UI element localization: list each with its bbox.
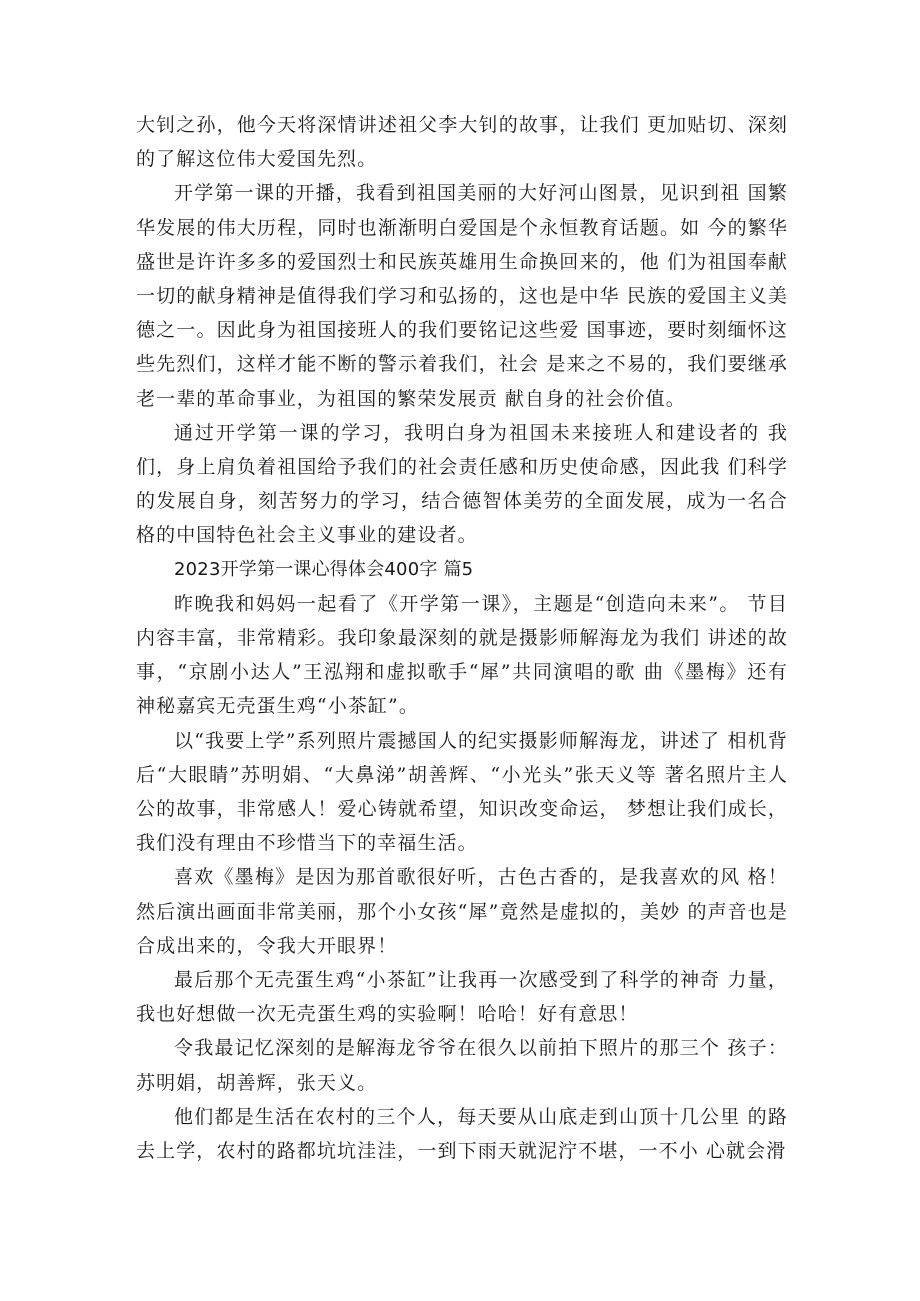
paragraph: 他们都是生活在农村的三个人，每天要从山底走到山顶十几公里 的路去上学，农村的路都坑坑洼洼，一到下雨天就泥泞不堪，一不小 心就会滑 <box>136 1105 788 1163</box>
paragraph: 最后那个无壳蛋生鸡“小茶缸”让我再一次感受到了科学的神奇 力量，我也好想做一次无壳蛋生鸡的实验啊！哈哈！好有意思！ <box>136 969 788 1026</box>
paragraph: 以“我要上学”系列照片震撼国人的纪实摄影师解海龙，讲述了 相机背后“大眼睛”苏明娟、“大鼻涕”胡善辉、“小光头”张天义等 著名照片主人公的故事，非常感人！爱心铸就希望，知识改变命运， 梦想让我们成长，我们没有理由不珍惜当下的幸福生活。 <box>136 729 788 855</box>
paragraph: 喜欢《墨梅》是因为那首歌很好听，古色古香的，是我喜欢的风 格！然后演出画面非常美丽，那个小女孩“犀”竟然是虚拟的，美妙 的声音也是合成出来的，令我大开眼界！ <box>136 866 788 957</box>
paragraph: 令我最记忆深刻的是解海龙爷爷在很久以前拍下照片的那三个 孩子：苏明娟，胡善辉，张天义。 <box>136 1037 788 1094</box>
paragraph: 昨晚我和妈妈一起看了《开学第一课》，主题是“创造向未来”。 节目内容丰富，非常精彩。我印象最深刻的就是摄影师解海龙为我们 讲述的故事，“京剧小达人”王泓翔和虚拟歌手“犀”共同演唱的歌 曲《墨梅》还有神秘嘉宾无壳蛋生鸡“小茶缸”。 <box>136 592 788 718</box>
paragraph: 大钊之孙，他今天将深情讲述祖父李大钊的故事，让我们 更加贴切、深刻的了解这位伟大爱国先烈。 <box>136 114 788 171</box>
paragraph: 开学第一课的开播，我看到祖国美丽的大好河山图景，见识到祖 国繁华发展的伟大历程，同时也渐渐明白爱国是个永恒教育话题。如 今的繁华盛世是许许多多的爱国烈士和民族英雄用生命换回来的，他 们为祖国奉献一切的献身精神是值得我们学习和弘扬的，这也是中华 民族的爱国主义美德之一。因此身为祖国接班人的我们要铭记这些爱 国事迹，要时刻缅怀这些先烈们，这样才能不断的警示着我们，社会 是来之不易的，我们要继承老一辈的革命事业，为祖国的繁荣发展贡 献自身的社会价值。 <box>136 182 788 410</box>
section-heading: 2023开学第一课心得体会400字 篇5 <box>174 558 474 580</box>
paragraph: 通过开学第一课的学习，我明白身为祖国未来接班人和建设者的 我们，身上肩负着祖国给予我们的社会责任感和历史使命感，因此我 们科学的发展自身，刻苦努力的学习，结合德智体美劳的全面发展，成为一名合格的中国特色社会主义事业的建设者。 <box>136 421 788 547</box>
document-page <box>136 108 788 1168</box>
